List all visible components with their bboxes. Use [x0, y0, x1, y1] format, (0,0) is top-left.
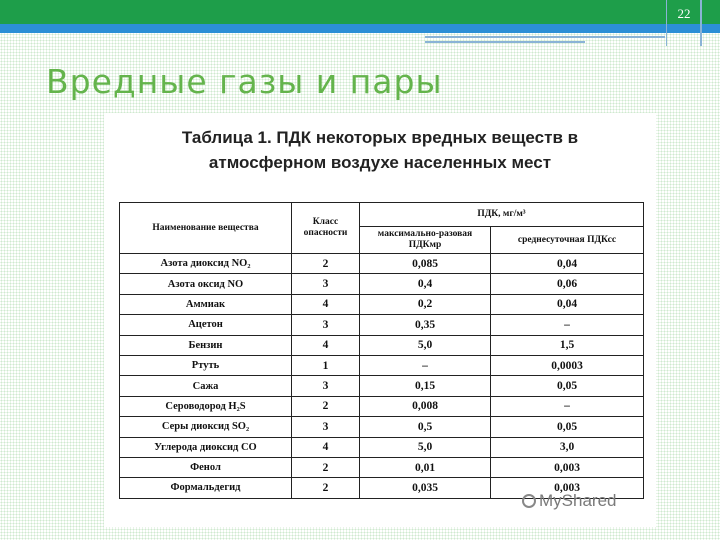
cell-pdk-max: 0,4: [360, 274, 491, 294]
cell-hazard-class: 1: [292, 355, 360, 375]
watermark-text: MyShared: [539, 491, 617, 510]
table-row: [120, 396, 644, 416]
table-row: [120, 437, 644, 457]
top-bar-blue: [0, 24, 720, 33]
cell-hazard-class: 4: [292, 437, 360, 457]
cell-substance-name: Азота оксид NO: [120, 274, 292, 294]
cell-substance-name: Бензин: [120, 335, 292, 355]
cell-hazard-class: 3: [292, 315, 360, 335]
cell-pdk-avg: –: [491, 396, 644, 416]
cell-pdk-max: 0,15: [360, 376, 491, 396]
cell-pdk-max: 0,5: [360, 417, 491, 437]
cell-pdk-avg: 0,003: [491, 457, 644, 477]
header-pdk-group: ПДК, мг/м³: [360, 203, 644, 227]
cell-pdk-avg: 0,05: [491, 376, 644, 396]
table-row: [120, 355, 644, 375]
table-row: [120, 376, 644, 396]
cell-substance-name: Ацетон: [120, 315, 292, 335]
cell-pdk-max: 5,0: [360, 437, 491, 457]
cell-substance-name: Фенол: [120, 457, 292, 477]
cell-substance-name: Серы диоксид SO₂: [120, 417, 292, 437]
decorative-line: [425, 36, 665, 38]
cell-pdk-avg: 0,003: [491, 478, 644, 498]
cell-pdk-max: 5,0: [360, 335, 491, 355]
cell-hazard-class: 4: [292, 294, 360, 314]
cell-pdk-max: –: [360, 355, 491, 375]
cell-hazard-class: 2: [292, 396, 360, 416]
watermark: [522, 491, 616, 511]
header-pdk-max: максимально-разовая ПДКмр: [360, 227, 491, 254]
table-caption: [104, 125, 656, 175]
cell-pdk-avg: 0,04: [491, 294, 644, 314]
table-caption-line-1: Таблица 1. ПДК некоторых вредных веществ в: [181, 128, 579, 147]
pdk-table: [119, 202, 644, 499]
slide-number: 22: [677, 6, 691, 21]
table-caption-line-2: атмосферном воздухе населенных мест: [208, 153, 552, 172]
cell-hazard-class: 2: [292, 478, 360, 498]
cell-pdk-avg: 3,0: [491, 437, 644, 457]
cell-pdk-max: 0,008: [360, 396, 491, 416]
cell-pdk-max: 0,085: [360, 254, 491, 274]
cell-pdk-max: 0,2: [360, 294, 491, 314]
cell-hazard-class: 3: [292, 376, 360, 396]
cell-pdk-max: 0,35: [360, 315, 491, 335]
decorative-line: [666, 0, 667, 46]
header-hazard-class: Класс опасности: [292, 203, 360, 254]
cell-hazard-class: 2: [292, 457, 360, 477]
header-name: Наименование вещества: [120, 203, 292, 254]
cell-substance-name: Формальдегид: [120, 478, 292, 498]
cell-substance-name: Азота диоксид NO₂: [120, 254, 292, 274]
table-row: [120, 274, 644, 294]
cell-substance-name: Аммиак: [120, 294, 292, 314]
cell-pdk-avg: 0,0003: [491, 355, 644, 375]
cell-hazard-class: 4: [292, 335, 360, 355]
cell-substance-name: Сажа: [120, 376, 292, 396]
decorative-line: [700, 0, 702, 46]
table-row: [120, 294, 644, 314]
cell-substance-name: Ртуть: [120, 355, 292, 375]
slide-title: Вредные газы и пары: [46, 62, 443, 101]
table-row: [120, 254, 644, 274]
cell-pdk-max: 0,01: [360, 457, 491, 477]
cell-pdk-avg: 0,05: [491, 417, 644, 437]
table-row: [120, 315, 644, 335]
cell-pdk-avg: 1,5: [491, 335, 644, 355]
cell-hazard-class: 3: [292, 274, 360, 294]
cell-pdk-avg: 0,04: [491, 254, 644, 274]
cell-substance-name: Углерода диоксид CO: [120, 437, 292, 457]
table-row: [120, 457, 644, 477]
table-row: [120, 417, 644, 437]
decorative-line: [425, 41, 585, 43]
cell-substance-name: Сероводород H₂S: [120, 396, 292, 416]
cell-hazard-class: 2: [292, 254, 360, 274]
table-image: [104, 113, 656, 527]
cell-pdk-avg: –: [491, 315, 644, 335]
top-bar-green: [0, 0, 720, 24]
watermark-logo-icon: [522, 494, 536, 508]
table-row: [120, 335, 644, 355]
cell-pdk-avg: 0,06: [491, 274, 644, 294]
cell-hazard-class: 3: [292, 417, 360, 437]
cell-pdk-max: 0,035: [360, 478, 491, 498]
header-pdk-avg: среднесуточная ПДКсс: [491, 227, 644, 254]
